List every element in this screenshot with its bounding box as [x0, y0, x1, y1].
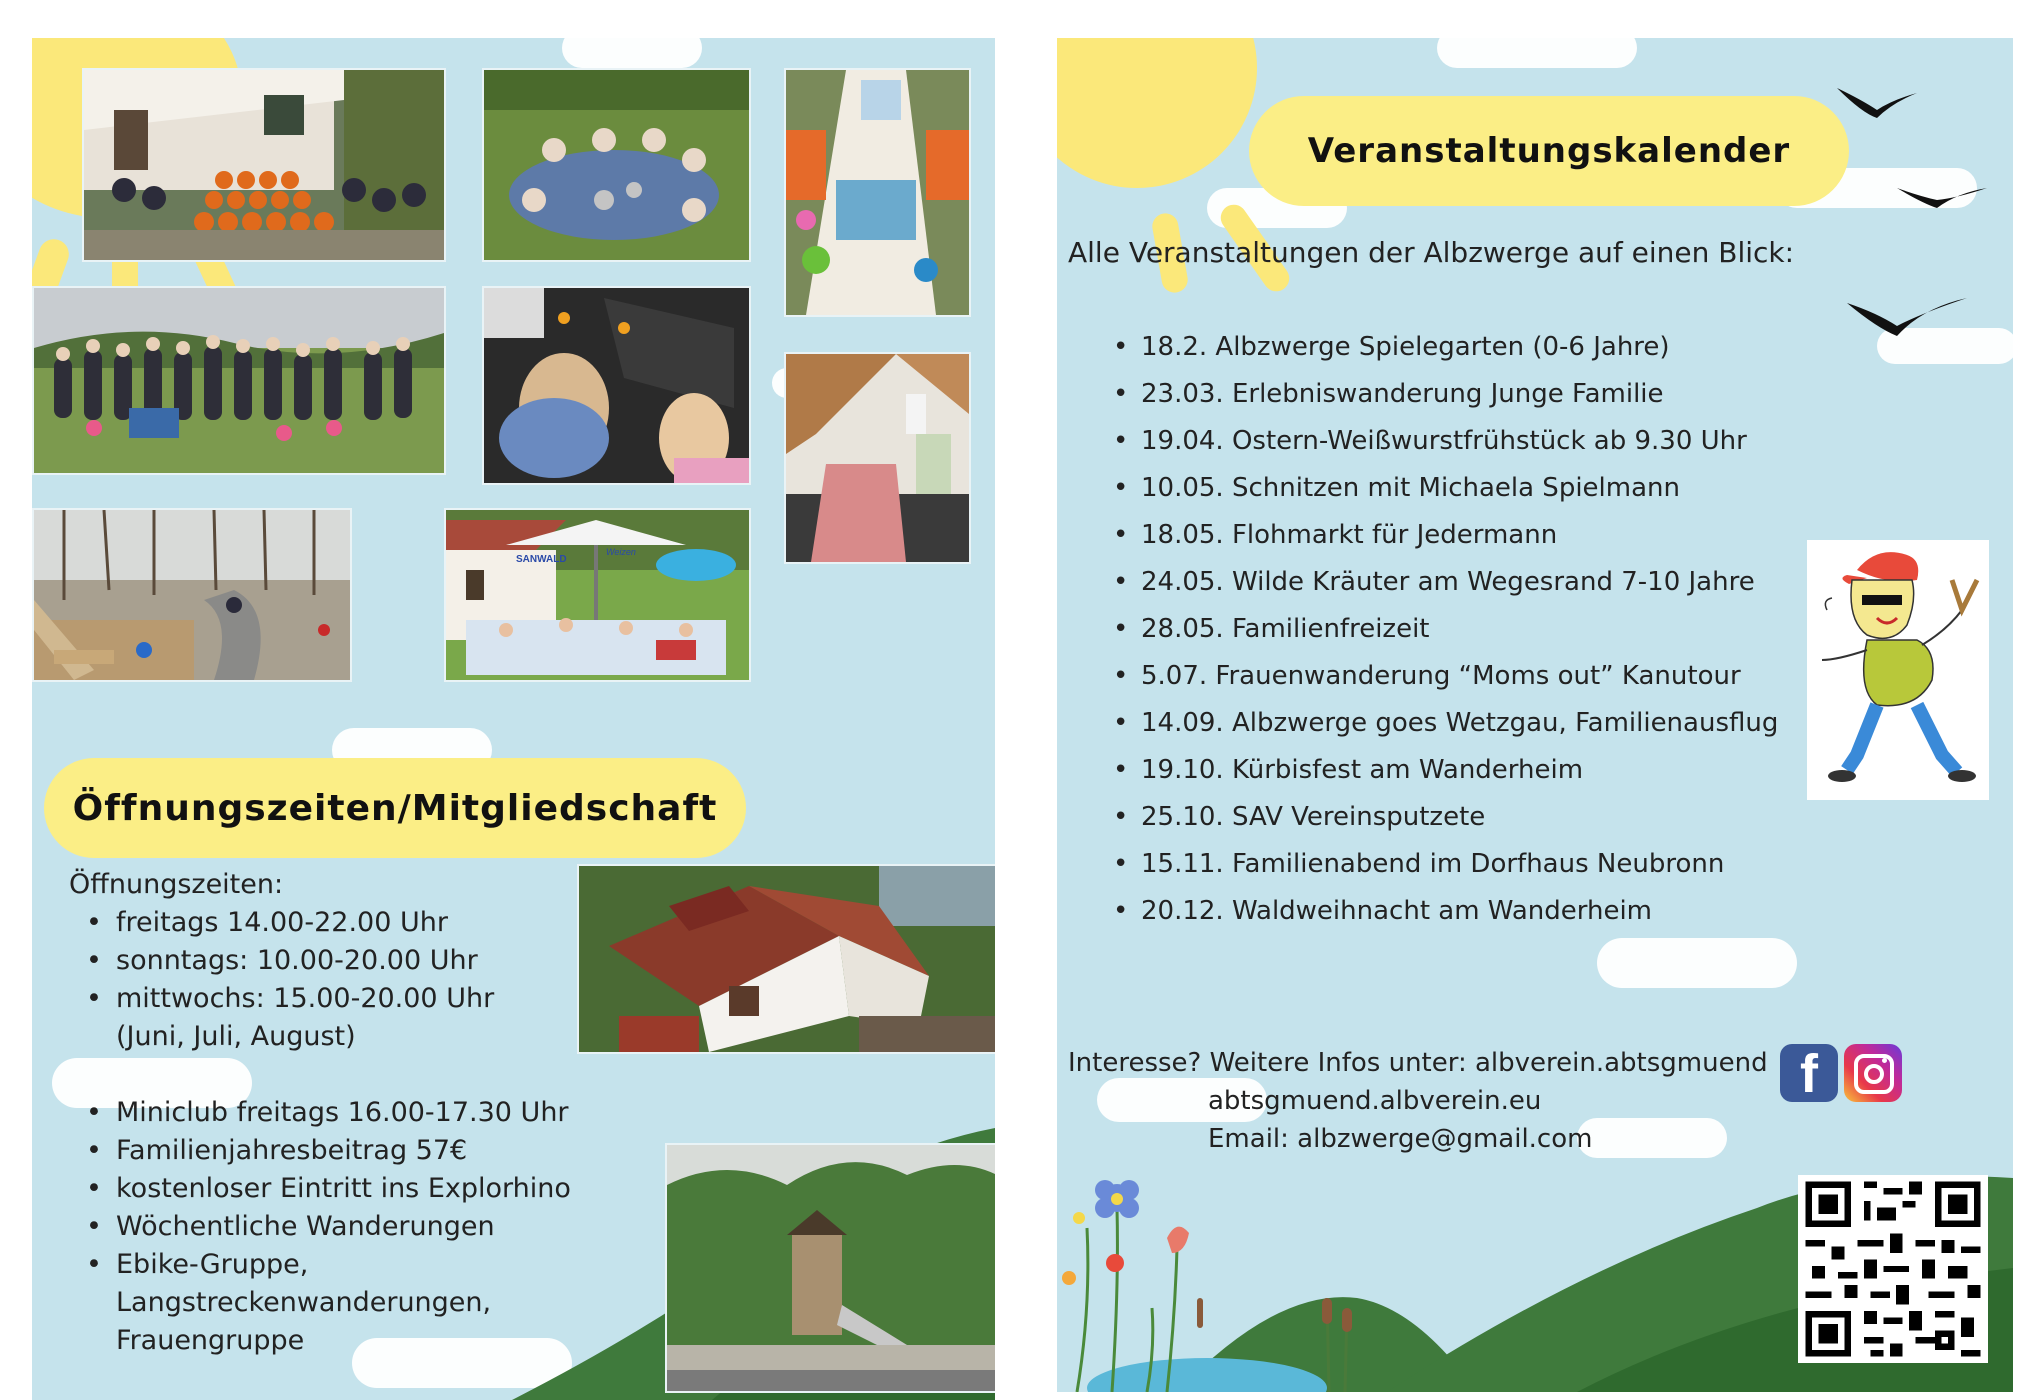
opening-hours-text — [69, 866, 571, 1360]
birds-icon — [1837, 88, 2007, 358]
list-item-continuation: Langstreckenwanderungen, — [116, 1287, 492, 1318]
event-item: • 18.2. Albzwerge Spielegarten (0-6 Jahre) — [1141, 324, 1778, 371]
events-list-container — [1095, 324, 1778, 935]
event-item: • 14.09. Albzwerge goes Wetzgau, Familienausflug — [1141, 700, 1778, 747]
photo-group-meadow — [32, 286, 446, 475]
facebook-icon[interactable] — [1780, 1044, 1838, 1102]
mascot-illustration — [1807, 540, 1989, 800]
event-item: • 5.07. Frauenwanderung “Moms out” Kanutour — [1141, 653, 1778, 700]
event-item: • 20.12. Waldweihnacht am Wanderheim — [1141, 888, 1778, 935]
list-item: • Ebike-Gruppe, — [116, 1246, 571, 1284]
photo-attic-room — [784, 352, 971, 564]
list-item: • Familienjahresbeitrag 57€ — [116, 1132, 571, 1170]
events-list — [1095, 324, 1778, 935]
sun-icon — [1057, 38, 1257, 188]
event-item: • 19.10. Kürbisfest am Wanderheim — [1141, 747, 1778, 794]
cloud — [562, 38, 702, 68]
cattail-icon — [1307, 1278, 1367, 1392]
section-title-pill — [44, 758, 746, 858]
qr-code[interactable] — [1798, 1175, 1988, 1363]
list-item: • sonntags: 10.00-20.00 Uhr — [116, 942, 571, 980]
event-item: • 10.05. Schnitzen mit Michaela Spielmann — [1141, 465, 1778, 512]
left-page — [32, 38, 995, 1400]
event-item: • 23.03. Erlebniswanderung Junge Familie — [1141, 371, 1778, 418]
photo-wanderheim-aerial — [577, 864, 995, 1054]
calendar-title-pill — [1249, 96, 1849, 206]
photo-kids-picnic-blanket — [482, 68, 751, 262]
list-item: • Wöchentliche Wanderungen — [116, 1208, 571, 1246]
list-item: • mittwochs: 15.00-20.00 Uhr — [116, 980, 571, 1018]
right-page — [1057, 38, 2013, 1392]
hours-heading: Öffnungszeiten: — [69, 869, 284, 900]
contact-line-website-2: abtsgmuend.albverein.eu — [1208, 1086, 1542, 1116]
hours-note: (Juni, Juli, August) — [116, 1021, 356, 1052]
sign-text-2: Weizen — [606, 547, 636, 557]
section-title: Öffnungszeiten/Mitgliedschaft — [72, 787, 718, 829]
event-item: • 25.10. SAV Vereinsputzete — [1141, 794, 1778, 841]
calendar-intro: Alle Veranstaltungen der Albzwerge auf einen Blick: — [1068, 236, 1795, 269]
calendar-title: Veranstaltungskalender — [1307, 131, 1791, 171]
photo-wanderheim-flea-market — [444, 508, 751, 682]
list-item-continuation: Frauengruppe — [116, 1325, 305, 1356]
photo-kids-pumpkins — [82, 68, 446, 262]
membership-list — [69, 1094, 571, 1284]
contact-info — [1068, 1044, 1768, 1158]
instagram-icon[interactable] — [1844, 1044, 1902, 1102]
cloud — [1437, 38, 1637, 68]
contact-line-website: Interesse? Weitere Infos unter: albverein.abtsgmuend — [1068, 1048, 1768, 1078]
sign-text-1: SANWALD — [516, 554, 567, 565]
event-item: • 28.05. Familienfreizeit — [1141, 606, 1778, 653]
flowers-illustration — [1057, 1168, 1217, 1392]
photo-painting-table — [784, 68, 971, 317]
list-item: • Miniclub freitags 16.00-17.30 Uhr — [116, 1094, 571, 1132]
photo-playground-forest — [32, 508, 352, 682]
event-item: • 24.05. Wilde Kräuter am Wegesrand 7-10 Jahre — [1141, 559, 1778, 606]
hours-list — [69, 904, 571, 1018]
facebook-glyph: f — [1800, 1044, 1818, 1102]
contact-line-email: Email: albzwerge@gmail.com — [1208, 1124, 1593, 1154]
list-item: • freitags 14.00-22.00 Uhr — [116, 904, 571, 942]
photo-playground-tower — [665, 1143, 995, 1393]
event-item: • 18.05. Flohmarkt für Jedermann — [1141, 512, 1778, 559]
qr-code-graphic — [1798, 1175, 1988, 1363]
photo-kids-marble-run — [482, 286, 751, 485]
event-item: • 15.11. Familienabend im Dorfhaus Neubronn — [1141, 841, 1778, 888]
list-item: • kostenloser Eintritt ins Explorhino — [116, 1170, 571, 1208]
cloud — [1597, 938, 1797, 988]
event-item: • 19.04. Ostern-Weißwurstfrühstück ab 9.30 Uhr — [1141, 418, 1778, 465]
